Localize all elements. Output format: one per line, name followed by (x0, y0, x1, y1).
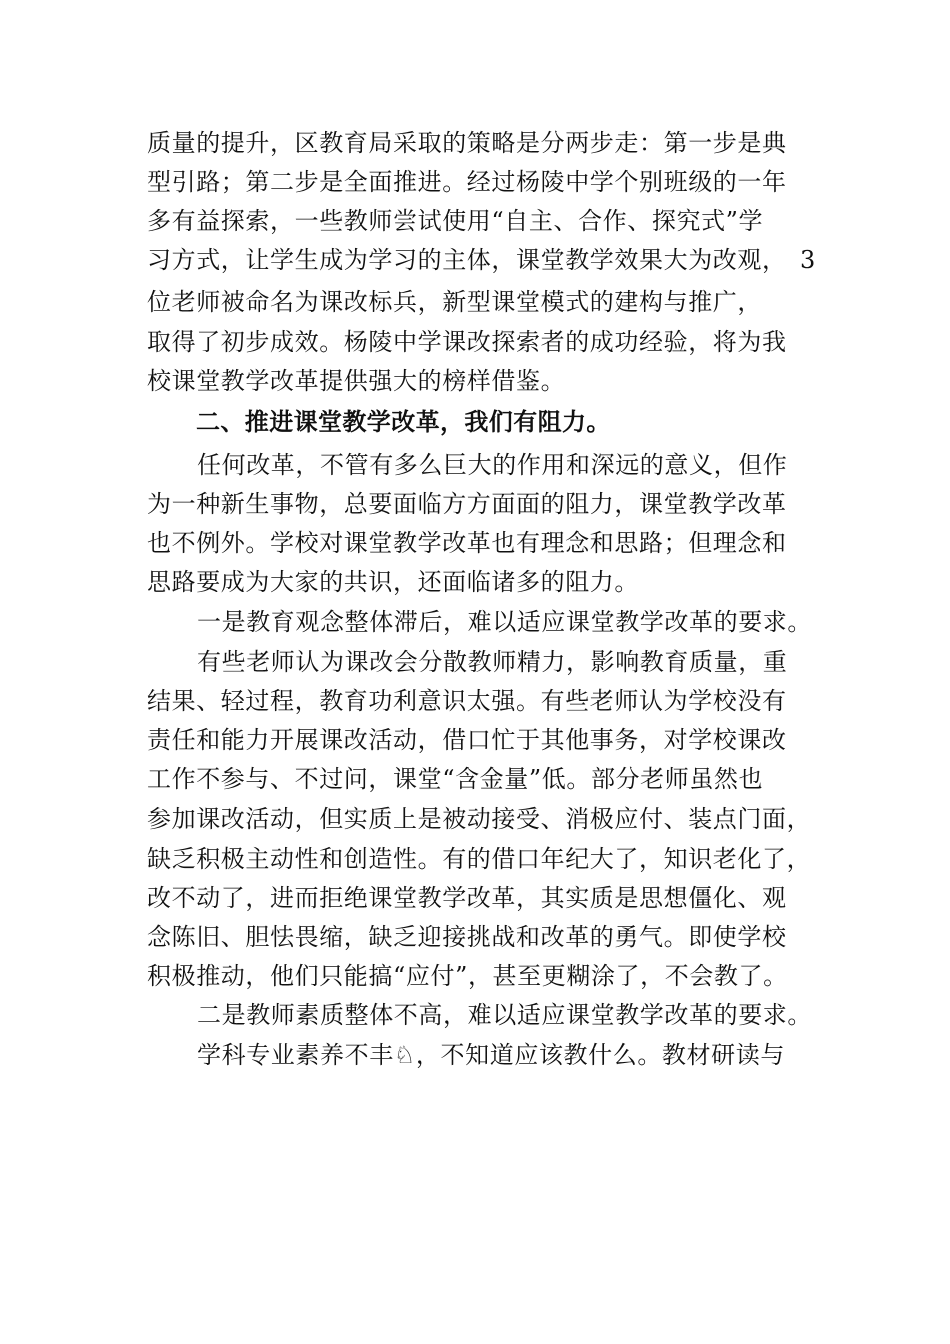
paragraph-first-line: 二是教师素质整体不高，难以适应课堂教学改革的要求。 (197, 1001, 812, 1029)
paragraph-first-line: 任何改革，不管有多么巨大的作用和深远的意义，但作 (197, 451, 788, 479)
text-line: 位老师被命名为课改标兵，新型课堂模式的建构与推广， (147, 288, 762, 316)
text-line: 参加课改活动，但实质上是被动接受、消极应付、装点门面， (147, 805, 812, 833)
text-line: 取得了初步成效。杨陵中学课改探索者的成功经验，将为我 (147, 328, 787, 356)
text-line: 念陈旧、胆怯畏缩，缺乏迎接挑战和改革的勇气。即使学校 (147, 923, 787, 951)
text-line: 改不动了，进而拒绝课堂教学改革，其实质是思想僵化、观 (147, 884, 787, 912)
text-line: 多有益探索，一些教师尝试使用“自主、合作、探究式”学 (147, 207, 764, 235)
text-line: 习方式，让学生成为学习的主体，课堂教学效果大为改观， (147, 246, 787, 274)
text-line: 为一种新生事物，总要面临方方面面的阻力，课堂教学改革 (147, 490, 787, 518)
text-line: 工作不参与、不过问，课堂“含金量”低。部分老师虽然也 (147, 765, 764, 793)
section-heading: 二、推进课堂教学改革，我们有阻力。 (196, 408, 611, 436)
text-line-number: 3 (800, 246, 816, 274)
paragraph-first-line: 有些老师认为课改会分散教师精力，影响教育质量，重 (197, 648, 788, 676)
text-line: 责任和能力开展课改活动，借口忙于其他事务，对学校课改 (147, 726, 787, 754)
paragraph-first-line: 学科专业素养不丰♘，不知道应该教什么。教材研读与 (197, 1041, 785, 1069)
text-line: 校课堂教学改革提供强大的榜样借鉴。 (147, 367, 566, 395)
text-line: 结果、轻过程，教育功利意识太强。有些老师认为学校没有 (147, 687, 787, 715)
text-line: 思路要成为大家的共识，还面临诸多的阻力。 (147, 568, 639, 596)
text-line: 缺乏积极主动性和创造性。有的借口年纪大了，知识老化了， (147, 845, 812, 873)
text-line: 积极推动，他们只能搞“应付”，甚至更糊涂了，不会教了。 (147, 962, 788, 990)
text-line: 型引路；第二步是全面推进。经过杨陵中学个别班级的一年 (147, 168, 787, 196)
paragraph-first-line: 一是教育观念整体滞后，难以适应课堂教学改革的要求。 (197, 608, 812, 636)
text-line: 质量的提升，区教育局采取的策略是分两步走：第一步是典 (147, 129, 787, 157)
text-line: 也不例外。学校对课堂教学改革也有理念和思路；但理念和 (147, 529, 787, 557)
